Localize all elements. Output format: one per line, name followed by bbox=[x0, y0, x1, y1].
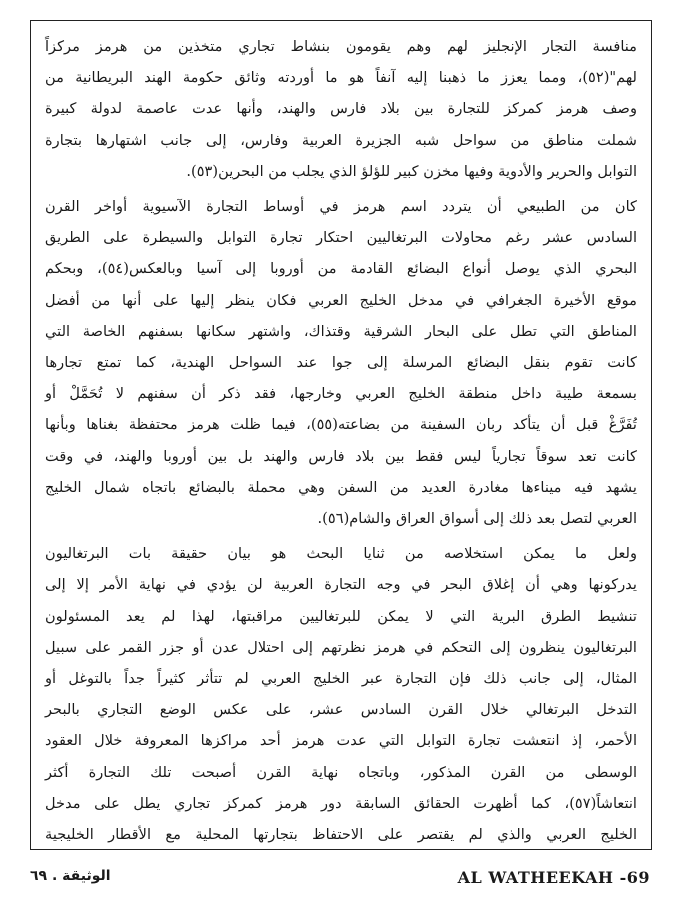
text-line: شملت مناطق من سواحل شبه الجزيرة العربية وفارس، إلى جانب اشتهارها بتجارة bbox=[45, 131, 637, 149]
text-line: لهم"(٥٢)، ومما يعزز ما ذهبنا إليه آنفاً هو ما أوردته وثائق حكومة الهند البريطانية من bbox=[45, 69, 637, 87]
text-line: ولعل ما يمكن استخلاصه من ثنايا البحث هو بيان حقيقة بات البرتغاليون bbox=[45, 545, 637, 563]
text-line: بسمعة طيبة داخل منطقة الخليج العربي وخارجها، فقد ذكر أن سفنهم لا تُحَمَّلْ أو bbox=[45, 385, 637, 403]
text-line: المثال، إلى جانب ذلك فإن التجارة عبر الخليج العربي لم تتأثر كثيراً جداً بالتوغل أو bbox=[45, 670, 637, 688]
footer-english-page-label: AL WATHEEKAH -69 bbox=[457, 868, 650, 887]
text-line: وصف هرمز كمركز للتجارة بين بلاد فارس والهند، وأنها عدت عاصمة لدولة كبيرة bbox=[45, 100, 637, 118]
text-line: انتعاشاً(٥٧)، كما أظهرت الحقائق السابقة دور هرمز كمركز تجاري يطل على مدخل bbox=[45, 794, 637, 812]
text-line: الأحمر، إذ انتعشت تجارة التوابل التي عدت هرمز أحد مراكزها المعروفة خلال العقود bbox=[45, 732, 637, 750]
paragraph-1 bbox=[45, 31, 637, 187]
footer-arabic-page-label: الوثيقة . ٦٩ bbox=[30, 868, 111, 884]
paragraph-3 bbox=[45, 538, 637, 850]
text-line: البحري الذي يوصل أنواع البضائع القادمة من أوروبا إلى آسيا وبالعكس(٥٤)، وبحكم bbox=[45, 260, 637, 278]
text-line: السادس عشر رغم محاولات البرتغاليين احتكار تجارة التوابل والسيطرة على الطريق bbox=[45, 229, 637, 247]
text-line: التوابل والحرير والأدوية وفيها مخزن كبير للؤلؤ الذي يجلب من البحرين(٥٣). bbox=[186, 162, 637, 180]
text-line: المناطق التي تطل على البحار الشرقية وقتذاك، واشتهر سكانها بسفنهم الخاصة التي bbox=[45, 322, 637, 340]
text-line: كان من الطبيعي أن يتردد اسم هرمز في أوساط التجارة الآسيوية أواخر القرن bbox=[45, 198, 637, 216]
text-line: البرتغاليون ينظرون إلى التحكم في هرمز نظرتهم إلى احتلال عدن أو جزر القمر على سبيل bbox=[45, 638, 637, 656]
text-line: العربي لتصل بعد ذلك إلى أسواق العراق والشام(٥٦). bbox=[317, 510, 637, 528]
text-line: موقع الأخيرة الجغرافي في مدخل الخليج العربي فكان ينظر إليها على أنها من أفضل bbox=[45, 291, 637, 309]
text-line: التدخل البرتغالي خلال القرن السادس عشر، على عكس الوضع التجاري بالبحر bbox=[45, 701, 637, 719]
text-line: تنشيط الطرق البرية التي لا يمكن للبرتغاليين مراقبتها، لهذا لم يعد المسئولون bbox=[45, 607, 637, 625]
text-line: يدركونها وهي أن إغلاق البحر في وجه التجارة العربية لن يؤدي في نهاية الأمر إلا إلى bbox=[45, 576, 637, 594]
text-line: يشهد فيه ميناءها مغادرة العديد من السفن وهي محملة بالبضائع باتجاه شمال الخليج bbox=[45, 478, 637, 496]
text-line: الخليج العربي والذي لم يقتصر على الاحتفاظ بتجارتها المحلية مع الأقطار الخليجية bbox=[45, 826, 637, 844]
paragraph-2 bbox=[45, 191, 637, 534]
text-line: كانت تعد سوقاً تجارياً ليس فقط بين بلاد فارس والهند بل بين أوروبا والهند، في وقت bbox=[45, 447, 637, 465]
text-line: منافسة التجار الإنجليز لهم وهم يقومون بنشاط تجاري متخذين من هرمز مركزاً bbox=[45, 38, 637, 55]
text-frame bbox=[30, 20, 652, 850]
text-line: كانت تقوم بنقل البضائع المرسلة إلى جوا عند السواحل الهندية، كما تمتع تجارها bbox=[45, 354, 637, 372]
page-footer bbox=[30, 862, 652, 892]
text-line: الوسطى من القرن المذكور، وباتجاه نهاية القرن أصبحت تلك التجارة أكثر bbox=[45, 763, 637, 781]
text-line: تُفَرَّغْ قبل أن يتأكد ربان السفينة من بضاعته(٥٥)، فيما ظلت هرمز محتفظة بغناها وبأنها bbox=[45, 416, 637, 434]
